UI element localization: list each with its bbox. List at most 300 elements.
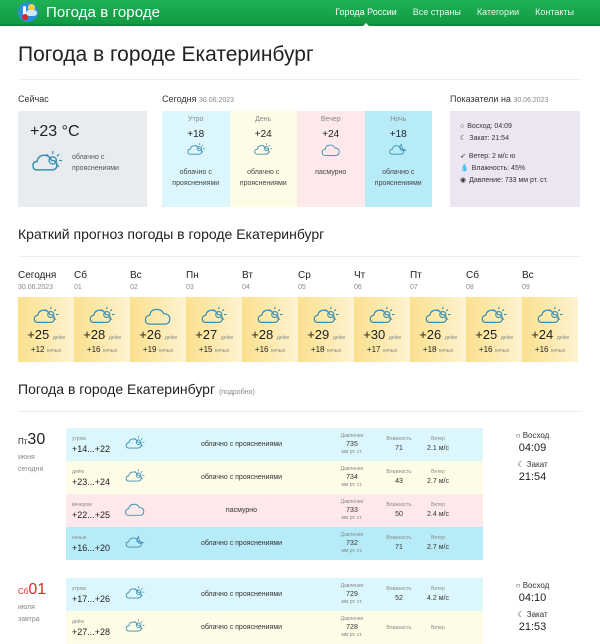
pressure-value: 734 — [346, 473, 358, 481]
detailed-forecast-title — [18, 381, 582, 412]
sunset-label-text: Закат — [526, 610, 548, 619]
night-temp: +16 — [534, 345, 549, 354]
night-label: ночью — [438, 348, 454, 354]
partly-cloudy-icon — [480, 305, 508, 325]
humidity-cell — [375, 501, 423, 520]
period-desc-line1: облачно с — [247, 169, 280, 176]
humidity-label: Влажность — [386, 501, 412, 508]
period-desc — [230, 168, 298, 189]
wind-value: 2.7 м/с — [427, 477, 449, 485]
forecast-night-temp — [74, 345, 130, 354]
forecast-day-temp — [130, 327, 186, 342]
pressure-label: Давление — [340, 432, 364, 439]
sunset-time: 21:53 — [518, 621, 547, 633]
current-weather-section — [18, 94, 582, 207]
pressure-cell — [329, 466, 375, 490]
partly-cloudy-icon — [30, 149, 64, 173]
pressure-label: Давление — [340, 498, 364, 505]
detailed-subtitle[interactable]: (подробно) — [218, 389, 255, 396]
forecast-card — [74, 297, 130, 362]
forecast-day-date: 04 — [242, 284, 250, 291]
sunrise-icon: ○ — [515, 581, 523, 590]
humidity-cell — [375, 468, 423, 487]
wind-arrow-icon: ➶ — [460, 152, 466, 160]
today-title: Сегодня — [162, 94, 197, 104]
day-label: днём — [220, 335, 233, 341]
indicators-column — [450, 94, 580, 207]
today-column — [162, 94, 432, 207]
condition-text: пасмурно — [225, 507, 258, 514]
temp-range: +22...+25 — [72, 509, 111, 520]
detail-row — [66, 527, 483, 560]
sunrise-label — [483, 581, 582, 590]
now-desc-line1: облачно с — [72, 154, 105, 161]
wind-value: 4.2 м/с — [427, 594, 449, 602]
period-desc — [365, 168, 433, 189]
humidity-text: Влажность: 45% — [471, 164, 526, 172]
forecast-night-temp — [130, 345, 186, 354]
sunrise-time: 04:09 — [518, 442, 547, 454]
forecast-day-date: 01 — [74, 284, 82, 291]
indicators-date: 30.06.2023 — [513, 97, 549, 104]
partly-cloudy-icon — [30, 149, 64, 178]
temp-range: +17...+26 — [72, 593, 111, 604]
partly-cloudy-icon — [186, 142, 206, 156]
humidity-value: 52 — [395, 594, 403, 602]
forecast-day[interactable] — [410, 270, 466, 362]
day-label: днём — [332, 335, 345, 341]
wind-cell — [423, 501, 453, 520]
wind-value: 2.1 м/с — [427, 444, 449, 452]
period-name: Утро — [188, 116, 204, 123]
humidity-label: Влажность — [386, 435, 412, 442]
forecast-day-temp — [522, 327, 578, 342]
pressure-text: Давление: 733 мм рт. ст. — [469, 176, 548, 184]
night-temp: +18 — [310, 345, 325, 354]
cloudy-night-icon — [388, 142, 408, 156]
period-temp: +24 — [322, 129, 340, 140]
today-period-3 — [365, 111, 433, 207]
night-label: ночью — [46, 348, 62, 354]
forecast-day-name: Чт — [354, 270, 366, 281]
now-description — [72, 153, 119, 174]
day-temp: +25 — [27, 327, 50, 342]
period-label: утром — [72, 585, 86, 592]
forecast-night-temp — [354, 345, 410, 354]
cloud-icon — [124, 501, 146, 516]
partly-cloudy-icon — [124, 618, 146, 633]
humidity-line — [460, 162, 570, 174]
pressure-unit: мм рт. ст. — [341, 449, 363, 456]
detail-rows — [66, 578, 483, 644]
forecast-day[interactable] — [354, 270, 410, 362]
weekday: Сб — [18, 587, 29, 596]
sunrise-label-text: Восход — [522, 581, 550, 590]
forecast-day[interactable] — [74, 270, 130, 362]
forecast-day-name: Сб — [74, 270, 87, 281]
period-label: вечером — [72, 501, 92, 508]
forecast-card — [242, 297, 298, 362]
pressure-label: Давление — [340, 582, 364, 589]
forecast-day-temp — [186, 327, 242, 342]
pressure-label: Давление — [340, 615, 364, 622]
detail-day — [18, 578, 582, 644]
wind-value: 2.7 м/с — [427, 543, 449, 551]
wind-value: 2.4 м/с — [427, 510, 449, 518]
humidity-cell — [375, 585, 423, 604]
pressure-line — [460, 174, 570, 186]
sun-times — [483, 428, 582, 560]
wind-cell — [423, 585, 453, 604]
period-temp: +18 — [187, 129, 205, 140]
period-desc — [297, 168, 365, 179]
day-temp: +26 — [139, 327, 162, 342]
sunrise-icon: ○ — [515, 431, 523, 440]
pressure-value: 733 — [346, 506, 358, 514]
page-title: Погода в городе Екатеринбург — [18, 43, 582, 80]
day-temp: +28 — [251, 327, 274, 342]
forecast-day-name: Пт — [410, 270, 422, 281]
pressure-cell — [329, 583, 375, 607]
condition-text: облачно с прояснениями — [200, 540, 283, 547]
day-label: днём — [500, 335, 513, 341]
day-label: днём — [108, 335, 121, 341]
period-temp: +24 — [254, 129, 272, 140]
pressure-cell — [329, 433, 375, 457]
forecast-card — [466, 297, 522, 362]
day-label-block — [18, 428, 66, 560]
humidity-label: Влажность — [386, 468, 412, 475]
condition-text: облачно с прояснениями — [200, 591, 283, 598]
forecast-day-name: Сегодня — [18, 270, 57, 281]
night-temp: +19 — [142, 345, 157, 354]
today-date: 30.06.2023 — [199, 97, 235, 104]
temp-range: +14...+22 — [72, 443, 111, 454]
indicators-label — [450, 94, 580, 108]
period-desc-line1: пасмурно — [315, 169, 347, 176]
cloudy-night-icon — [124, 534, 146, 549]
pressure-value: 729 — [346, 590, 358, 598]
month: июня — [18, 454, 35, 461]
forecast-day-date: 08 — [466, 284, 474, 291]
sunset-text: Закат: 21:54 — [469, 134, 509, 142]
period-desc-line2: прояснениями — [374, 179, 422, 187]
pressure-unit: мм рт. ст. — [341, 515, 363, 522]
humidity-value: 50 — [395, 510, 403, 518]
nav-link-categories[interactable]: Категории — [476, 7, 520, 17]
weekday: Пт — [18, 437, 28, 446]
partly-cloudy-icon — [124, 435, 146, 450]
forecast-day-temp — [74, 327, 130, 342]
night-label: ночью — [102, 348, 118, 354]
today-period-2 — [297, 111, 365, 207]
now-card — [18, 111, 147, 207]
forecast-day-temp — [298, 327, 354, 342]
sunset-time: 21:54 — [518, 471, 547, 483]
nav-link-contacts[interactable]: Контакты — [535, 7, 574, 17]
night-label: ночью — [270, 348, 286, 354]
forecast-day-temp — [466, 327, 522, 342]
humidity-value: 71 — [395, 543, 403, 551]
period-label: днём — [72, 468, 84, 475]
forecast-night-temp — [466, 345, 522, 354]
short-forecast-strip — [18, 270, 582, 362]
day-temp: +24 — [531, 327, 554, 342]
day-label-block — [18, 578, 66, 644]
month: июля — [18, 604, 35, 611]
forecast-card — [522, 297, 578, 362]
day-temp: +29 — [307, 327, 330, 342]
pressure-value: 728 — [346, 623, 358, 631]
forecast-day[interactable] — [466, 270, 522, 362]
day-label: днём — [52, 335, 65, 341]
day-label: днём — [276, 335, 289, 341]
temp-range: +27...+28 — [72, 626, 111, 637]
forecast-card — [130, 297, 186, 362]
condition-text: облачно с прояснениями — [200, 441, 283, 448]
day-temp: +25 — [475, 327, 498, 342]
forecast-day-name: Сб — [466, 270, 479, 281]
sunrise-text: Восход: 04:09 — [467, 122, 512, 130]
pressure-value: 732 — [346, 539, 358, 547]
wind-text: Ветер: 2 м/с ю — [468, 152, 516, 160]
partly-cloudy-icon — [536, 305, 564, 325]
pressure-cell — [329, 532, 375, 556]
detail-row — [66, 578, 483, 611]
forecast-card — [186, 297, 242, 362]
now-desc-line2: прояснениями — [72, 164, 119, 172]
wind-cell — [423, 624, 453, 632]
short-forecast-title: Краткий прогноз погоды в городе Екатеринбург — [18, 226, 582, 257]
forecast-day-temp — [354, 327, 410, 342]
forecast-day-date: 03 — [186, 284, 194, 291]
humidity-label: Влажность — [386, 624, 412, 631]
night-temp: +16 — [254, 345, 269, 354]
forecast-day-name: Вс — [522, 270, 534, 281]
period-name: День — [255, 116, 272, 123]
forecast-night-temp — [18, 345, 74, 354]
sunrise-time: 04:10 — [518, 592, 547, 604]
sunset-line — [460, 132, 570, 144]
day-label: днём — [164, 335, 177, 341]
pressure-unit: мм рт. ст. — [341, 482, 363, 489]
wind-label: Ветер — [431, 501, 445, 508]
day-label: днём — [556, 335, 569, 341]
day-temp: +30 — [363, 327, 386, 342]
forecast-day-temp — [18, 327, 74, 342]
wind-label: Ветер — [431, 468, 445, 475]
forecast-card — [298, 297, 354, 362]
forecast-day[interactable] — [522, 270, 578, 362]
day-temp: +27 — [195, 327, 218, 342]
wind-label: Ветер — [431, 435, 445, 442]
sun-times — [483, 578, 582, 644]
night-label: ночью — [382, 348, 398, 354]
forecast-day-date: 07 — [410, 284, 418, 291]
gauge-icon: ◉ — [460, 176, 467, 184]
forecast-day-date: 09 — [522, 284, 530, 291]
period-name: Ночь — [390, 116, 407, 123]
wind-cell — [423, 468, 453, 487]
sunrise-label-text: Восход — [522, 431, 550, 440]
wind-cell — [423, 534, 453, 553]
today-label — [162, 94, 432, 108]
partly-cloudy-icon — [32, 305, 60, 325]
forecast-day-date: 05 — [298, 284, 306, 291]
cloud-icon — [144, 305, 172, 325]
day-temp: +26 — [419, 327, 442, 342]
night-label: ночью — [158, 348, 174, 354]
detail-row — [66, 428, 483, 461]
period-desc-line1: облачно с — [382, 169, 415, 176]
relative-day: завтра — [18, 615, 40, 623]
night-label: ночью — [550, 348, 566, 354]
pressure-unit: мм рт. ст. — [341, 599, 363, 606]
cloud-icon — [321, 142, 341, 156]
forecast-day[interactable] — [186, 270, 242, 362]
night-label: ночью — [494, 348, 510, 354]
wind-cell — [423, 435, 453, 454]
now-label: Сейчас — [18, 94, 49, 104]
humidity-label: Влажность — [386, 534, 412, 541]
sunset-label — [483, 460, 582, 469]
humidity-cell — [375, 435, 423, 454]
forecast-day[interactable] — [18, 270, 74, 362]
day-label: днём — [444, 335, 457, 341]
nav-link-all-countries[interactable]: Все страны — [412, 7, 461, 17]
partly-cloudy-icon — [124, 468, 146, 483]
forecast-night-temp — [298, 345, 354, 354]
forecast-day-name: Вт — [242, 270, 253, 281]
partly-cloudy-icon — [256, 305, 284, 325]
period-desc-line1: облачно с — [179, 169, 212, 176]
forecast-card — [410, 297, 466, 362]
forecast-card — [18, 297, 74, 362]
pressure-unit: мм рт. ст. — [341, 632, 363, 639]
droplet-icon: 💧 — [460, 164, 469, 172]
nav-link-russia-cities[interactable]: Города России — [327, 0, 405, 24]
today-periods — [162, 111, 432, 207]
night-temp: +15 — [198, 345, 213, 354]
sunset-label-text: Закат — [526, 460, 548, 469]
detailed-title-text: Погода в городе Екатеринбург — [18, 381, 216, 397]
humidity-label: Влажность — [386, 585, 412, 592]
night-temp: +18 — [422, 345, 437, 354]
forecast-day[interactable] — [242, 270, 298, 362]
period-label: днём — [72, 618, 84, 625]
night-label: ночью — [214, 348, 230, 354]
night-temp: +16 — [86, 345, 101, 354]
day-number: 30 — [27, 431, 46, 448]
forecast-day-name: Ср — [298, 270, 311, 281]
period-label: утром — [72, 435, 86, 442]
indicators-card — [450, 111, 580, 207]
forecast-day-date: 06 — [354, 284, 362, 291]
day-label: днём — [388, 335, 401, 341]
detail-row — [66, 494, 483, 527]
forecast-night-temp — [522, 345, 578, 354]
forecast-day-name: Пн — [186, 270, 199, 281]
temp-range: +23...+24 — [72, 476, 111, 487]
humidity-value: 71 — [395, 444, 403, 452]
forecast-day-temp — [242, 327, 298, 342]
nav-menu — [327, 0, 582, 24]
indicators-title: Показатели на — [450, 94, 511, 104]
pressure-cell — [329, 616, 375, 640]
night-label: ночью — [326, 348, 342, 354]
humidity-value: 43 — [395, 477, 403, 485]
site-logo[interactable] — [18, 2, 160, 22]
condition-text: облачно с прояснениями — [200, 474, 283, 481]
day-number: 01 — [28, 581, 47, 598]
partly-cloudy-icon — [424, 305, 452, 325]
wind-line — [460, 150, 570, 162]
now-temperature: +23 °C — [30, 123, 80, 140]
forecast-day[interactable] — [298, 270, 354, 362]
humidity-cell — [375, 624, 423, 632]
pressure-label: Давление — [340, 465, 364, 472]
sunrise-icon: ○ — [460, 122, 465, 130]
moon-icon: ☾ — [460, 134, 467, 142]
night-temp: +16 — [478, 345, 493, 354]
pressure-value: 735 — [346, 440, 358, 448]
night-temp: +12 — [30, 345, 45, 354]
site-name: Погода в городе — [46, 3, 161, 21]
pressure-label: Давление — [340, 531, 364, 538]
partly-cloudy-icon — [124, 585, 146, 600]
period-name: Вечер — [320, 116, 341, 123]
partly-cloudy-icon — [368, 305, 396, 325]
sunrise-label — [483, 431, 582, 440]
forecast-night-temp — [186, 345, 242, 354]
wind-label: Ветер — [431, 624, 445, 631]
sunset-label — [483, 610, 582, 619]
forecast-day[interactable] — [130, 270, 186, 362]
forecast-day-date: 02 — [130, 284, 138, 291]
forecast-day-temp — [410, 327, 466, 342]
temp-range: +16...+20 — [72, 542, 111, 553]
forecast-day-date: 30.06.2023 — [18, 284, 54, 291]
night-temp: +17 — [366, 345, 381, 354]
pressure-unit: мм рт. ст. — [341, 548, 363, 555]
now-column — [18, 94, 147, 207]
forecast-day-name: Вс — [130, 270, 142, 281]
forecast-card — [354, 297, 410, 362]
day-temp: +28 — [83, 327, 106, 342]
today-period-0 — [162, 111, 230, 207]
detail-day — [18, 428, 582, 560]
relative-day: сегодня — [18, 465, 44, 473]
moon-icon: ☾ — [517, 460, 527, 469]
partly-cloudy-icon — [200, 305, 228, 325]
detail-row — [66, 461, 483, 494]
period-desc-line2: прояснениями — [239, 179, 287, 187]
period-desc — [162, 168, 230, 189]
pressure-cell — [329, 499, 375, 523]
partly-cloudy-icon — [253, 142, 273, 156]
period-desc-line2: прояснениями — [172, 179, 220, 187]
forecast-night-temp — [410, 345, 466, 354]
moon-icon: ☾ — [517, 610, 527, 619]
detailed-forecast — [18, 428, 582, 644]
wind-label: Ветер — [431, 585, 445, 592]
sunrise-line — [460, 120, 570, 132]
humidity-cell — [375, 534, 423, 553]
wind-label: Ветер — [431, 534, 445, 541]
condition-text: облачно с прояснениями — [200, 624, 283, 631]
top-navbar — [0, 0, 600, 26]
thermometer-globe-icon — [18, 2, 38, 22]
